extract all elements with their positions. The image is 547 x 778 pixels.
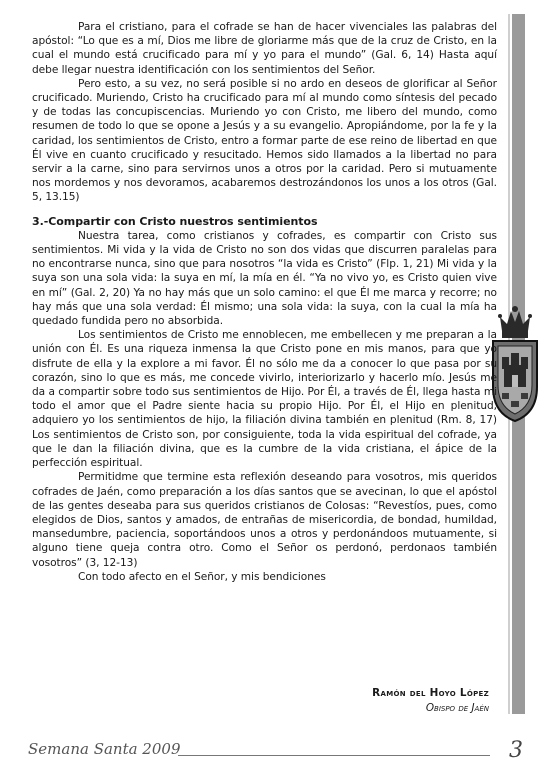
section-heading: 3.-Compartir con Cristo nuestros sentimientos [32,214,318,228]
signature-name: Ramón del Hoyo López [372,687,489,699]
publication-title: Semana Santa 2009 [28,740,181,758]
paragraph: Pero esto, a su vez, no será posible si no ardo en deseos de glorificar al Señor crucificado. Muriendo, Cristo ha crucificado para mí al mundo como síntesis del pecado y de todas las concupiscencias. Muriendo yo con Cristo, me libero del mundo, como resumen de todo lo que se opone a Jesús y a su evangelio. Apropiándome, por la fe y la caridad, los sentimientos de Cristo, entro a formar parte de ese reino de libertad en que Él vive en cuanto crucificado y resucitado. Hemos sido llamados a la libertad no para servir a la carne, sino para servirnos unos a otros por la caridad. Pero si mutuamente nos mordemos y nos devoramos, acabaremos destrozándonos los unos a los otros (Gal. 5, 13.15) [32,77,497,204]
page-number: 3 [509,738,523,763]
closing-line: Con todo afecto en el Señor, y mis bendiciones [78,570,326,583]
signature-block [372,686,489,716]
page-footer [28,738,523,768]
paragraph: Los sentimientos de Cristo me ennoblecen, me embellecen y me preparan a la unión con Él. Es una riqueza inmensa la que Cristo pone en mis manos, para que yo disfrute de ella y la explore a mi favor. Él no sólo me da a conocer lo que pasa por su corazón, sino lo que es más, me concede vivirlo, interiorizarlo y hacerlo mío. Jesús me da a compartir sobre todo sus sentimientos de Hijo. Por Él, a través de Él, llega hasta mi todo el amor que el Padre siente hacia su propio Hijo. Por Él, el Hijo en plenitud, adquiero yo los sentimientos de hijo, la filiación divina también en plenitud (Rm. 8, 17) Los sentimientos de Cristo son, por consiguiente, toda la vida espiritual del cofrade, ya que le dan la filiación divina, que es la cumbre de la vida cristiana, el ápice de la perfección espiritual. [32,329,497,470]
signature-title: Obispo de Jaén [425,702,489,714]
coat-of-arms-icon [490,305,540,423]
footer-rule [178,755,490,756]
letter-body [32,20,497,584]
paragraph: Para el cristiano, para el cofrade se han de hacer vivenciales las palabras del apóstol: “Lo que es a mí, Dios me libre de gloriarme más que de la cruz de Cristo, en la cual el mundo está crucificado para mí y yo para el mundo” (Gal. 6, 14) Hasta aquí debe llegar nuestra identificación con los sentimientos del Señor. [32,21,497,76]
paragraph: Permitidme que termine esta reflexión deseando para vosotros, mis queridos cofrades de Jaén, como preparación a los días santos que se avecinan, lo que el apóstol de las gentes deseaba para sus queridos cristianos de Colosas: “Revestíos, pues, como elegidos de Dios, santos y amados, de entrañas de misericordia, de bondad, humildad, mansedumbre, paciencia, soportándoos unos a otros y perdonándoos mutuamente, si alguno tiene queja contra otro. Como el Señor os perdonó, perdonaos también vosotros” (3, 12-13) [32,471,497,569]
paragraph: Nuestra tarea, como cristianos y cofrades, es compartir con Cristo sus sentimientos. Mi vida y la vida de Cristo no son dos vidas que discurren paralelas para no encontrarse nunca, sino que para nosotros “la vida es Cristo” (Flp. 1, 21) Mi vida y la suya son una sola vida: la suya en mí, la mía en él. “Ya no vivo yo, es Cristo quien vive en mí” (Gal. 2, 20) Ya no hay más que un solo camino: el que Él me marca y recorre; no hay más que una sola verdad: Él mismo; una sola vida: la suya, con la cual la mía ha quedado fundida pero no absorbida. [32,229,497,328]
